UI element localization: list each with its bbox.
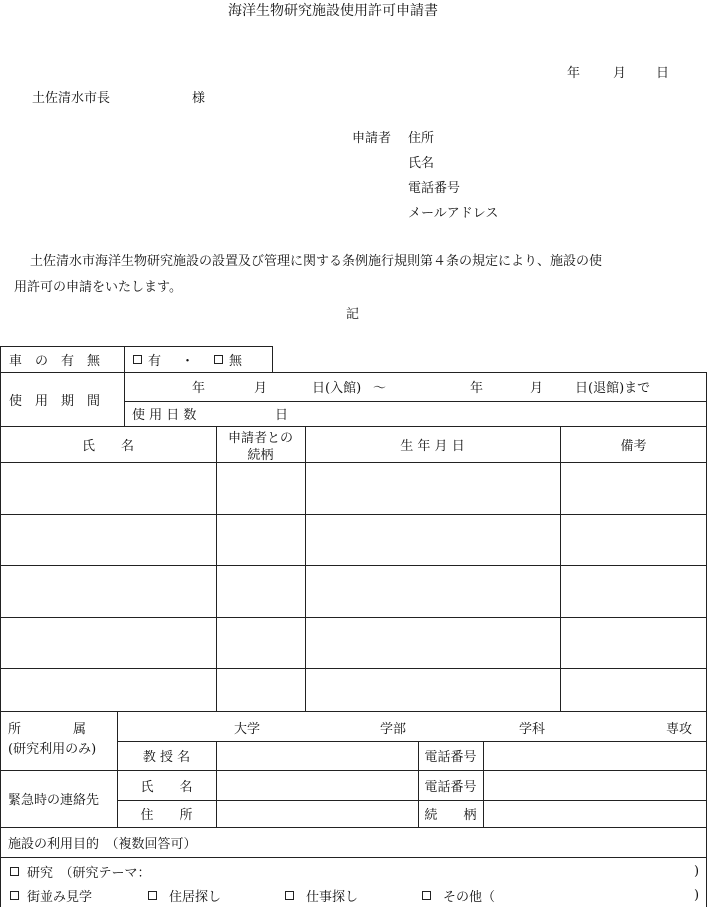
period-year1: 年 [192, 381, 206, 396]
members-header-birthdate: 生 年 月 日 [400, 438, 465, 454]
purpose-research-row [10, 857, 151, 885]
member-row-1[interactable] [0, 462, 216, 514]
emergency-label: 緊急時の連絡先 [8, 793, 100, 808]
period-year2: 年 [470, 381, 484, 396]
purpose-job-row [285, 883, 358, 907]
addressee-suffix: 様 [192, 91, 206, 106]
members-header-remarks: 備考 [620, 438, 647, 454]
period-month2: 月 [530, 381, 544, 396]
period-month1: 月 [254, 381, 268, 396]
date-month-label: 月 [613, 66, 627, 81]
purpose-other-checkbox[interactable] [422, 891, 431, 900]
purpose-label: 施設の利用目的 （複数回答可） [8, 836, 197, 852]
car-no-label: 無 [229, 353, 243, 369]
purpose-other-label: その他（ [443, 889, 496, 905]
emergency-address-label: 住 所 [140, 808, 193, 823]
car-no-checkbox[interactable] [214, 355, 223, 364]
professor-label: 教 授 名 [142, 750, 191, 765]
purpose-townwalk-checkbox[interactable] [10, 891, 19, 900]
affiliation-major: 専攻 [666, 721, 693, 737]
member-row-4[interactable] [0, 617, 216, 668]
car-yes-label: 有 [148, 353, 162, 369]
affiliation-university: 大学 [234, 721, 261, 737]
car-options [133, 346, 242, 372]
purpose-housing-label: 住居探し [169, 889, 222, 905]
body-text-line1: 土佐清水市海洋生物研究施設の設置及び管理に関する条例施行規則第４条の規定により、施設の使 [30, 254, 603, 269]
member-row-5[interactable] [0, 668, 216, 711]
period-day-out: 日(退館)まで [575, 381, 651, 396]
purpose-housing-row [148, 883, 221, 907]
emergency-relation-label: 続 柄 [424, 808, 477, 823]
affiliation-department: 学科 [519, 721, 546, 737]
purpose-other-close: ) [694, 887, 700, 903]
members-header-relation-line2: 続柄 [247, 447, 274, 463]
car-yes-checkbox[interactable] [133, 355, 142, 364]
period-day-in: 日(入館) [312, 381, 362, 396]
days-unit: 日 [275, 408, 289, 423]
car-separator: ・ [181, 353, 195, 369]
affiliation-note: (研究利用のみ) [8, 741, 97, 757]
members-header-relation-line1: 申請者との [227, 430, 293, 446]
date-year-label: 年 [567, 66, 581, 81]
car-label: 車 の 有 無 [9, 353, 101, 369]
applicant-email-label: メールアドレス [408, 206, 499, 221]
purpose-townwalk-label: 街並み見学 [27, 889, 93, 905]
affiliation-label: 所 属 [8, 721, 87, 737]
ki-heading: 記 [346, 307, 360, 322]
purpose-townwalk-row [10, 883, 92, 907]
applicant-label: 申請者 [352, 131, 392, 146]
applicant-phone-label: 電話番号 [408, 181, 461, 196]
purpose-job-label: 仕事探し [306, 889, 359, 905]
affiliation-faculty: 学部 [380, 721, 407, 737]
document-title: 海洋生物研究施設使用許可申請書 [228, 3, 438, 19]
applicant-name-label: 氏名 [408, 156, 435, 171]
purpose-research-label: 研究 （研究テーマ： [27, 865, 151, 881]
purpose-other-row [422, 883, 495, 907]
date-day-label: 日 [656, 66, 670, 81]
days-label: 使 用 日 数 [132, 408, 197, 423]
emergency-name-label: 氏 名 [140, 779, 193, 795]
professor-phone-label: 電話番号 [424, 750, 477, 765]
member-row-2[interactable] [0, 514, 216, 565]
addressee-name: 土佐清水市長 [32, 91, 111, 106]
period-label: 使 用 期 間 [9, 393, 101, 409]
period-tilde: ～ [373, 381, 387, 396]
members-header-name: 氏 名 [81, 438, 134, 454]
applicant-address-label: 住所 [408, 131, 435, 146]
member-row-3[interactable] [0, 565, 216, 617]
purpose-research-close: ) [694, 863, 700, 879]
purpose-research-checkbox[interactable] [10, 867, 19, 876]
purpose-job-checkbox[interactable] [285, 891, 294, 900]
body-text-line2: 用許可の申請をいたします。 [14, 280, 182, 295]
emergency-phone-label: 電話番号 [424, 779, 477, 795]
purpose-housing-checkbox[interactable] [148, 891, 157, 900]
